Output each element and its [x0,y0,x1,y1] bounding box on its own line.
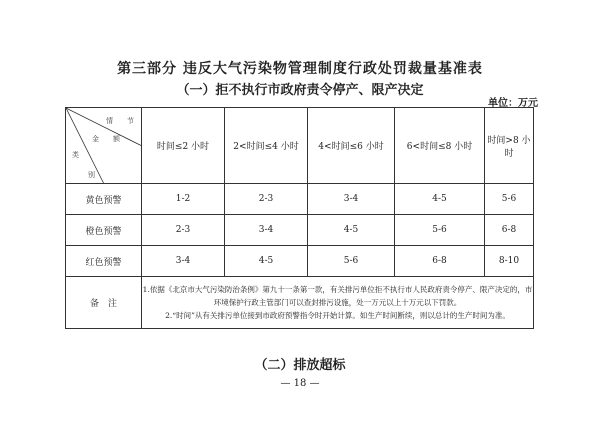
table-cell: 4-5 [395,184,485,215]
table-cell: 3-4 [225,215,308,246]
table-cell: 2-3 [142,215,225,246]
table-cell: 5-6 [308,246,395,277]
table-row [66,184,534,215]
corner-label-top: 情 节 [106,117,134,125]
page-number: — 18 — [280,378,320,389]
table-cell: 8-10 [485,246,534,277]
unit-label: 单位：万元 [488,98,538,109]
corner-label-left: 类 [72,151,79,159]
column-header: 时间≤2 小时 [142,108,225,184]
table-row [66,215,534,246]
row-label: 橙色预警 [66,215,142,246]
table-row [66,246,534,277]
column-header: 2<时间≤4 小时 [225,108,308,184]
table-cell: 4-5 [225,246,308,277]
notes-row [66,277,534,329]
table-cell: 3-4 [142,246,225,277]
corner-label-bottom: 别 [88,171,95,179]
notes-label: 备 注 [66,277,142,329]
row-label: 黄色预警 [66,184,142,215]
column-header: 6<时间≤8 小时 [395,108,485,184]
table-cell: 6-8 [395,246,485,277]
table-cell: 1-2 [142,184,225,215]
note-item: 1.依据《北京市大气污染防治条例》第九十一条第一款，有关排污单位拒不执行市人民政府责令停产、限产决定的，市环境保护行政主管部门可以查封排污设施，处一万元以上十万元以下罚款。 [142,285,533,307]
row-label: 红色预警 [66,246,142,277]
table-header-row [66,108,534,184]
notes-cell [142,277,534,329]
table-cell: 4-5 [308,215,395,246]
note-item: 2.“时间”从有关排污单位接到市政府预警指令时开始计算。如生产时间断续，则以总计的生产时间为准。 [165,311,510,320]
corner-label-mid: 金 额 [92,135,120,143]
penalty-table [65,107,534,329]
table-cell: 5-6 [395,215,485,246]
table-cell: 2-3 [225,184,308,215]
section-heading: （二）排放超标 [254,358,346,373]
page-title: 第三部分 违反大气污染物管理制度行政处罚裁量基准表 [117,61,483,77]
section-subtitle: （一）拒不执行市政府责令停产、限产决定 [176,83,424,98]
table-cell: 5-6 [485,184,534,215]
column-header: 4<时间≤6 小时 [308,108,395,184]
diagonal-header-cell [66,108,142,184]
column-header: 时间>8 小时 [485,108,534,184]
table-cell: 3-4 [308,184,395,215]
table-cell: 6-8 [485,215,534,246]
